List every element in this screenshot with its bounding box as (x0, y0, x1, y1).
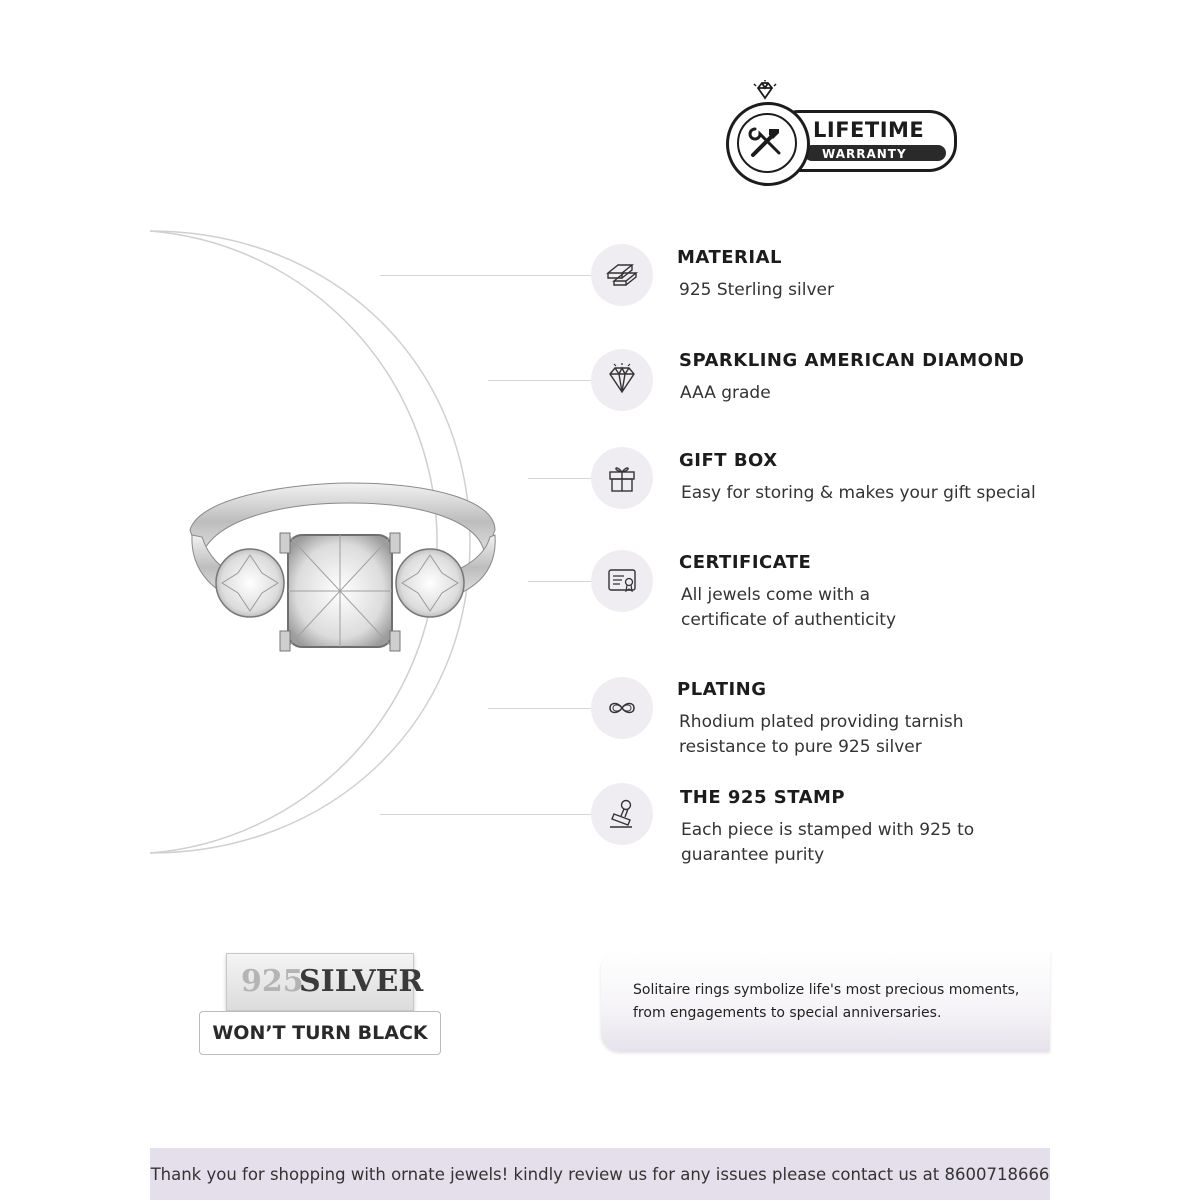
connector-line (488, 380, 593, 381)
warranty-line2: WARRANTY (822, 147, 907, 161)
infinity-icon (591, 677, 653, 739)
solitaire-note (601, 951, 1050, 1051)
silver-bars-icon (591, 244, 653, 306)
footer-banner: Thank you for shopping with ornate jewels! kindly review us for any issues please contact us at 8600718666 (150, 1148, 1050, 1200)
certificate-icon (591, 550, 653, 612)
warranty-line1: LIFETIME (813, 118, 925, 142)
silver-number: 925 (241, 964, 304, 999)
connector-line (528, 581, 593, 582)
feature-title: MATERIAL (677, 247, 782, 268)
note-line2: from engagements to special anniversaries. (633, 1005, 942, 1021)
wont-turn-black-label: WON’T TURN BLACK (199, 1011, 441, 1055)
feature-description: certificate of authenticity (681, 610, 897, 630)
925-silver-badge (226, 953, 424, 1011)
feature-title: PLATING (677, 679, 767, 700)
feature-description: 925 Sterling silver (679, 280, 834, 300)
feature-description: Easy for storing & makes your gift special (681, 483, 1036, 503)
connector-line (528, 478, 593, 479)
feature-title: GIFT BOX (679, 450, 778, 471)
feature-description: resistance to pure 925 silver (679, 737, 922, 757)
ring-image (180, 475, 500, 660)
diamond-icon (591, 349, 653, 411)
feature-title: CERTIFICATE (679, 552, 812, 573)
feature-description: All jewels come with a (681, 585, 871, 605)
connector-line (380, 275, 593, 276)
connector-line (380, 814, 593, 815)
silver-word: SILVER (299, 964, 424, 999)
feature-description: guarantee purity (681, 845, 825, 865)
gift-box-icon (591, 447, 653, 509)
feature-description: AAA grade (680, 383, 771, 403)
note-line1: Solitaire rings symbolize life's most precious moments, (633, 982, 1020, 998)
stamp-icon (591, 783, 653, 845)
feature-title: THE 925 STAMP (680, 787, 846, 808)
feature-description: Rhodium plated providing tarnish (679, 712, 964, 732)
connector-line (488, 708, 593, 709)
feature-title: SPARKLING AMERICAN DIAMOND (679, 350, 1025, 371)
feature-description: Each piece is stamped with 925 to (681, 820, 975, 840)
